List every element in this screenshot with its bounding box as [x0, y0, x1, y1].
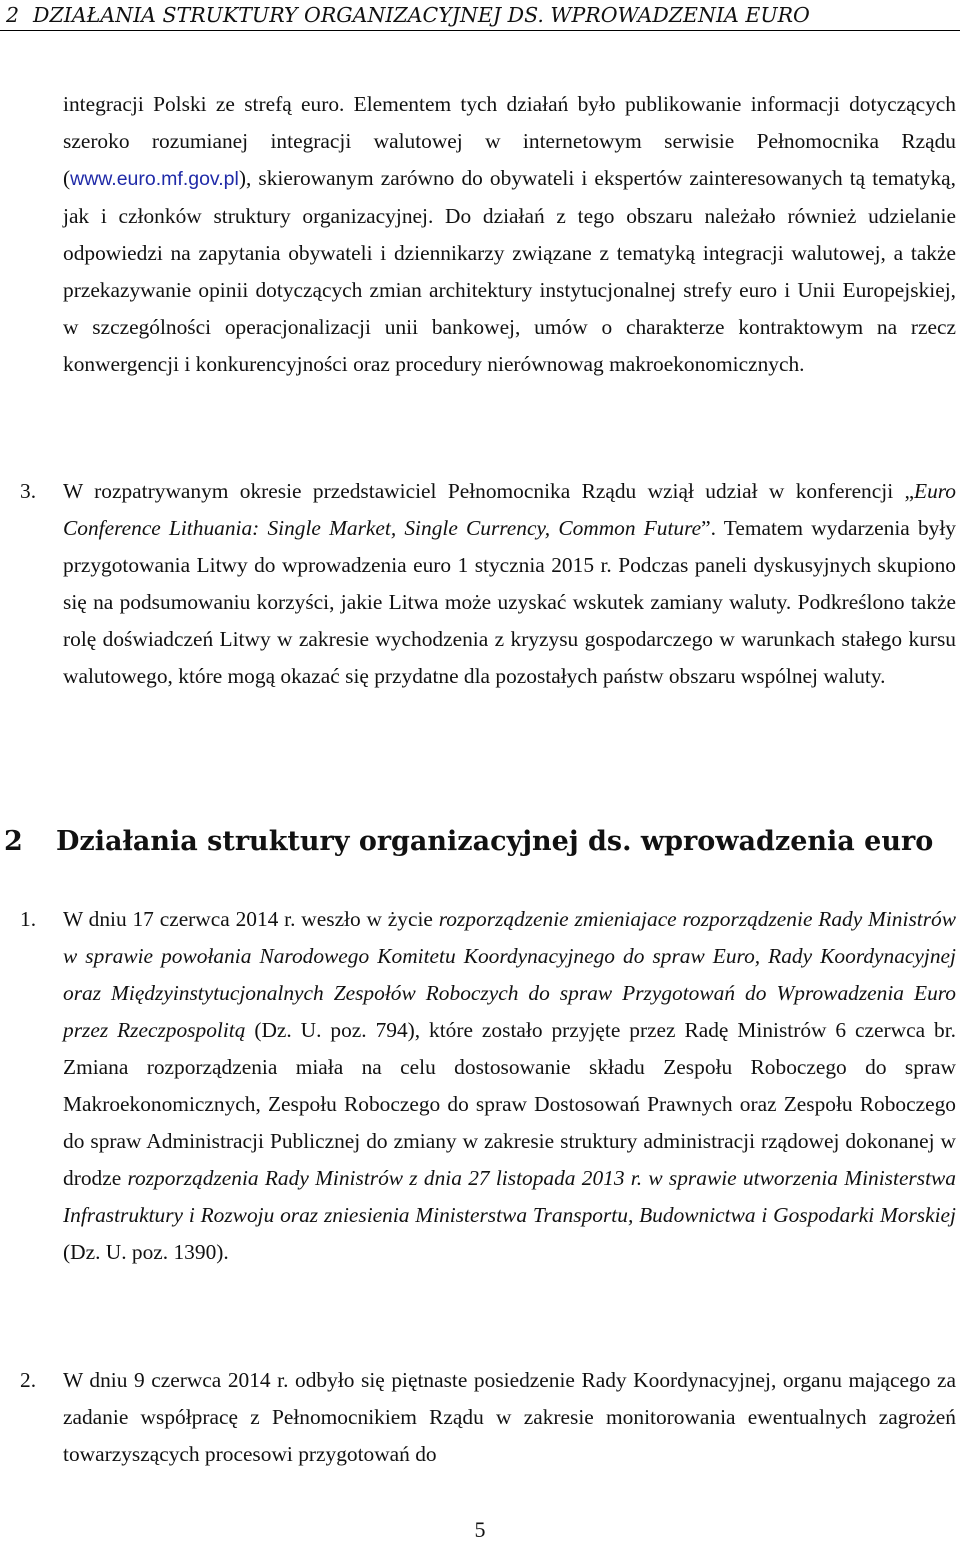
regulation-title: rozporządzenie zmieniajace rozporządzenie Rady Ministrów w sprawie powołania Narodowego Komitetu Koordynacyjnego do spraw Euro, Rady Koordynacyjnej oraz Międzyinstytucjonalnych Zespołów Roboczych do spraw Przygotowań do Wprowadzenia Euro przez Rzeczpospolitą: [63, 907, 956, 1042]
paragraph-text: (Dz. U. poz. 794), które zostało przyjęte przez Radę Ministrów 6 czerwca br. Zmiana rozporządzenia miała na celu dostosowanie składu Zespołu Roboczego do spraw Makroekonomicznych, Zespołu Roboczego do spraw Dostosowań Prawnych oraz Zespołu Roboczego do spraw Administracji Publicznej do zmiany w zakresie struktury administracji rządowej dokonanej w drodze: [63, 1018, 956, 1190]
section-heading: [4, 822, 954, 862]
euro-website-link[interactable]: www.euro.mf.gov.pl: [70, 168, 239, 190]
header-chapter-number: 2: [6, 3, 20, 27]
paragraph-text: W dniu 9 czerwca 2014 r. odbyło się piętnaste posiedzenie Rady Koordynacyjnej, organu mającego za zadanie współpracę z Pełnomocnikiem Rządu w zakresie monitorowania ewentualnych zagrożeń towarzyszących procesowi przygotowań do: [63, 1368, 956, 1466]
list-item-number: 3.: [20, 479, 37, 503]
paragraph-text: ”. Tematem wydarzenia były przygotowania Litwy do wprowadzenia euro 1 stycznia 2015 r. Podczas paneli dyskusyjnych skupiono się na podsumowaniu korzyści, jakie Litwa może uzyskać wskutek zamiany waluty. Podkreślono także rolę doświadczeń Litwy w zakresie wychodzenia z kryzysu gospodarczego w warunkach stałego kursu walutowego, które mogą okazać się przydatne dla pozostałych państw obszaru wspólnej waluty.: [63, 516, 956, 688]
list-item-3: [63, 473, 956, 695]
section-number: 2: [4, 826, 23, 857]
list-item-number: 1.: [20, 907, 37, 931]
header-chapter-title: DZIAŁANIA STRUKTURY ORGANIZACYJNEJ DS. WPROWADZENIA EURO: [33, 3, 810, 27]
page-number: 5: [474, 1517, 486, 1542]
paragraph-text: ), skierowanym zarówno do obywateli i ekspertów zainteresowanych tą tematyką, jak i członków struktury organizacyjnej. Do działań z tego obszaru należało również udzielanie odpowiedzi na zapytania obywateli i dziennikarzy związane z tematyką integracji walutowej, a także przekazywanie opinii dotyczących zmian architektury instytucjonalnej strefy euro i Unii Europejskiej, w szczególności operacjonalizacji unii bankowej, umów o charakterze kontraktowym na rzecz konwergencji i konkurencyjności oraz procedury nierównowag makroekonomicznych.: [63, 166, 956, 376]
paragraph-continuation: [63, 86, 956, 383]
running-header: [0, 0, 960, 31]
paragraph-text: W rozpatrywanym okresie przedstawiciel Pełnomocnika Rządu wziął udział w konferencji „: [63, 479, 914, 503]
paragraph-text: W dniu 17 czerwca 2014 r. weszło w życie: [63, 907, 439, 931]
paragraph-text: integracji Polski ze strefą euro. Elementem tych działań było publikowanie informacji dotyczących szeroko rozumianej integracji walutowej w internetowym serwisie Pełnomocnika Rządu (: [63, 92, 956, 190]
section-title: Działania struktury organizacyjnej ds. wprowadzenia euro: [56, 826, 934, 857]
paragraph-text: (Dz. U. poz. 1390).: [63, 1240, 229, 1264]
list-item-1: [63, 901, 956, 1271]
list-item-2: [63, 1362, 956, 1473]
list-item-number: 2.: [20, 1368, 37, 1392]
regulation-title: rozporządzenia Rady Ministrów z dnia 27 listopada 2013 r. w sprawie utworzenia Ministerstwa Infrastruktury i Rozwoju oraz zniesienia Ministerstwa Transportu, Budownictwa i Gospodarki Morskiej: [63, 1166, 956, 1227]
conference-title: Euro Conference Lithuania: Single Market, Single Currency, Common Future: [63, 479, 956, 540]
